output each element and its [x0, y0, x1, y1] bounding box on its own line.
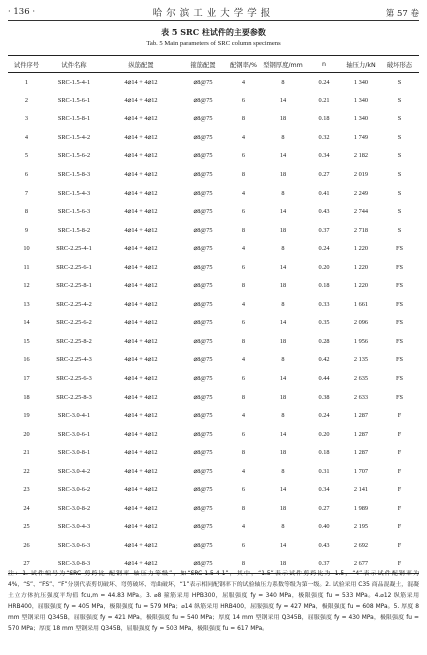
cell-thickness: 14	[279, 430, 287, 438]
cell-axial-load: 2 135	[353, 356, 369, 364]
cell-name: SRC-3.0-4-1	[57, 412, 91, 420]
cell-stirrup: ⌀8@75	[193, 504, 213, 512]
cell-axial-load: 2 249	[353, 189, 369, 197]
cell-stirrup: ⌀8@75	[193, 152, 213, 160]
cell-name: SRC-1.5-4-2	[57, 133, 91, 141]
cell-stirrup: ⌀8@75	[179, 555, 227, 574]
cell-axial-load: 2 182	[353, 152, 369, 160]
cell-longitudinal: 4⌀14 + 4⌀12	[124, 467, 158, 475]
cell-longitudinal: 4⌀14 + 4⌀12	[124, 152, 158, 160]
cell-no: 6	[24, 171, 29, 178]
cell-axial-load: 1 340	[353, 78, 369, 86]
cell-axial-ratio: 0.37	[318, 226, 330, 234]
cell-steel-ratio: 8	[241, 393, 246, 401]
cell-no: 3	[24, 115, 29, 123]
cell-thickness: 8	[281, 356, 285, 364]
cell-stirrup: ⌀8@75	[193, 282, 213, 290]
cell-axial-ratio: 0.42	[318, 356, 330, 364]
cell-thickness: 18	[279, 504, 287, 512]
cell-stirrup: ⌀8@75	[193, 226, 213, 234]
table-row	[8, 443, 419, 462]
cell-axial-load: 1 956	[353, 337, 369, 345]
cell-thickness: 8	[281, 412, 285, 420]
cell-no: 14	[23, 319, 30, 327]
cell-stirrup: ⌀8@75	[193, 467, 213, 475]
cell-axial-load: 2 141	[353, 486, 369, 494]
cell-failure-mode: F	[397, 467, 402, 475]
cell-failure-mode: S	[397, 133, 402, 141]
cell-name: SRC-2.25-8-3	[56, 393, 92, 401]
cell-axial-ratio: 0.32	[318, 133, 330, 141]
cell-axial-load: 1 340	[353, 96, 369, 104]
cell-no: 22	[23, 467, 30, 475]
cell-failure-mode: S	[397, 152, 402, 160]
cell-axial-ratio: 0.34	[318, 486, 330, 494]
cell-longitudinal: 4⌀14 + 4⌀12	[124, 486, 158, 494]
cell-axial-ratio: 0.18	[318, 282, 330, 290]
cell-failure-mode: S	[397, 115, 402, 123]
cell-longitudinal: 4⌀14 + 4⌀12	[124, 375, 158, 383]
cell-no: 7	[24, 189, 29, 197]
cell-axial-load: 1 661	[353, 300, 369, 308]
cell-axial-ratio: 0.33	[318, 300, 330, 308]
cell-stirrup: ⌀8@75	[193, 189, 213, 197]
cell-name: SRC-3.0-6-2	[57, 486, 91, 494]
cell-steel-ratio: 6	[241, 96, 246, 104]
cell-thickness: 8	[281, 245, 285, 253]
table-row	[8, 518, 419, 537]
cell-steel-ratio: 8	[241, 171, 246, 178]
cell-stirrup: ⌀8@75	[193, 412, 213, 420]
col-header-axial-ratio: n	[306, 56, 342, 73]
cell-longitudinal: 4⌀14 + 4⌀12	[124, 115, 158, 123]
cell-no: 5	[24, 152, 29, 160]
cell-stirrup: ⌀8@75	[193, 208, 213, 216]
table-row	[8, 536, 419, 555]
cell-thickness: 18	[279, 171, 287, 178]
cell-axial-load: 2 718	[353, 226, 369, 234]
cell-axial-load: 1 220	[353, 282, 369, 290]
cell-steel-ratio: 6	[241, 375, 246, 383]
cell-longitudinal: 4⌀14 + 4⌀12	[124, 171, 158, 178]
cell-thickness: 14	[279, 541, 287, 549]
cell-no: 10	[23, 245, 30, 253]
cell-stirrup: ⌀8@75	[193, 115, 213, 123]
cell-failure-mode: FS	[395, 300, 403, 308]
cell-longitudinal: 4⌀14 + 4⌀12	[124, 263, 158, 271]
cell-failure-mode: F	[397, 449, 402, 457]
cell-longitudinal: 4⌀14 + 4⌀12	[103, 555, 179, 574]
cell-no: 11	[23, 263, 30, 271]
table-row	[8, 258, 419, 277]
table-row	[8, 369, 419, 388]
cell-longitudinal: 4⌀14 + 4⌀12	[124, 300, 158, 308]
cell-steel-ratio: 8	[241, 282, 246, 290]
cell-no: 27	[8, 555, 45, 574]
cell-axial-ratio: 0.35	[318, 319, 330, 327]
cell-steel-ratio: 6	[241, 486, 246, 494]
cell-longitudinal: 4⌀14 + 4⌀12	[124, 208, 158, 216]
cell-failure-mode: F	[397, 504, 402, 512]
cell-axial-ratio: 0.27	[318, 504, 330, 512]
cell-name: SRC-1.5-6-1	[57, 96, 91, 104]
cell-name: SRC-1.5-4-3	[57, 189, 91, 197]
cell-no: 20	[23, 430, 30, 438]
cell-no: 15	[23, 337, 30, 345]
cell-name: SRC-2.25-6-2	[56, 319, 92, 327]
cell-failure-mode: FS	[395, 356, 403, 364]
cell-longitudinal: 4⌀14 + 4⌀12	[124, 96, 158, 104]
cell-no: 13	[23, 300, 30, 308]
cell-steel-ratio: 6	[241, 541, 246, 549]
cell-axial-load: 1 287	[353, 412, 369, 420]
cell-name: SRC-1.5-8-2	[57, 226, 91, 234]
cell-stirrup: ⌀8@75	[193, 337, 213, 345]
cell-stirrup: ⌀8@75	[193, 356, 213, 364]
cell-failure-mode: F	[397, 412, 402, 420]
table-row	[8, 128, 419, 147]
cell-steel-ratio: 8	[241, 226, 246, 234]
cell-axial-ratio: 0.28	[318, 337, 330, 345]
cell-axial-ratio: 0.18	[318, 449, 330, 457]
cell-longitudinal: 4⌀14 + 4⌀12	[124, 337, 158, 345]
cell-steel-ratio: 4	[241, 300, 246, 308]
col-header-no: 试件序号	[8, 56, 45, 73]
cell-axial-load: 1 287	[353, 449, 369, 457]
cell-name: SRC-1.5-6-2	[57, 152, 91, 160]
cell-longitudinal: 4⌀14 + 4⌀12	[124, 504, 158, 512]
cell-no: 21	[23, 449, 30, 457]
cell-axial-ratio: 0.34	[318, 152, 330, 160]
table-row	[8, 221, 419, 240]
cell-no: 4	[24, 133, 29, 141]
cell-thickness: 8	[281, 523, 285, 531]
cell-longitudinal: 4⌀14 + 4⌀12	[124, 356, 158, 364]
cell-failure-mode: FS	[395, 282, 403, 290]
cell-axial-load: 2 677	[342, 555, 380, 574]
table-row	[8, 147, 419, 166]
cell-thickness: 14	[279, 152, 287, 160]
table-row	[8, 406, 419, 425]
cell-name: SRC-2.25-6-3	[56, 375, 92, 383]
cell-axial-load: 1 749	[353, 133, 369, 141]
cell-stirrup: ⌀8@75	[193, 319, 213, 327]
cell-steel-ratio: 6	[241, 263, 246, 271]
cell-no: 18	[23, 393, 30, 401]
col-header-stirrup: 箍筋配置	[179, 56, 227, 73]
col-header-name: 试件名称	[45, 56, 103, 73]
cell-name: SRC-3.0-8-3	[45, 555, 103, 574]
cell-longitudinal: 4⌀14 + 4⌀12	[124, 430, 158, 438]
cell-stirrup: ⌀8@75	[193, 133, 213, 141]
table-row	[8, 202, 419, 221]
table-header-row	[8, 56, 419, 73]
table-row	[8, 462, 419, 481]
cell-stirrup: ⌀8@75	[193, 245, 213, 253]
col-header-axial-load: 轴压力/kN	[342, 56, 380, 73]
cell-no: 2	[24, 96, 29, 104]
cell-thickness: 8	[281, 467, 285, 475]
cell-no: 24	[23, 504, 30, 512]
cell-axial-load: 2 633	[353, 393, 369, 401]
cell-stirrup: ⌀8@75	[193, 96, 213, 104]
cell-longitudinal: 4⌀14 + 4⌀12	[124, 541, 158, 549]
table-row	[8, 239, 419, 258]
table-row	[8, 165, 419, 184]
cell-failure-mode: FS	[395, 245, 403, 253]
cell-failure-mode: S	[397, 189, 402, 197]
cell-name: SRC-2.25-8-1	[56, 282, 92, 290]
cell-axial-ratio: 0.24	[318, 412, 330, 420]
cell-failure-mode: F	[397, 523, 402, 531]
cell-axial-ratio: 0.41	[318, 189, 330, 197]
cell-longitudinal: 4⌀14 + 4⌀12	[124, 282, 158, 290]
cell-stirrup: ⌀8@75	[193, 300, 213, 308]
table-note: 注：1. 试件编号为“SRC-剪跨比-配钢率-轴压力等级”，如“SRC-1.5-4-1”，其中，“1.5”表示试件剪跨比为 1.5，“4”表示试件配钢率为 4%，“S”、“FS”、“F”分别代表剪切破坏、弯剪破坏、弯曲破坏，“1”表示相同配钢率下的试验轴压力系数等级为第一级。2. 试验采用 C35 商品混凝土，混凝土立方体抗压强度平均值 fcu,m = 44.83 MPa。3. ⌀8 箍筋采用 HPB300，屈服强度 fy = 340 MPa，极限强度 fu = 533 MPa。4.⌀12 纵筋采用 HRB400，屈服强度 fy = 405 MPa，极限强度 fu = 579 MPa；⌀14 纵筋采用 HRB400，屈服强度 fy = 427 MPa，极限强度 fu = 608 MPa。5. 厚度 8 mm 型钢采用 Q345B，屈服强度 fy = 421 MPa，极限强度 fu = 540 MPa；厚度 14 mm 型钢采用 Q345B，屈服强度 fy = 430 MPa，极限强度 fu = 570 MPa；厚度 18 mm 型钢采用 Q345B，屈服强度 fy = 503 MPa，极限强度 fu = 617 MPa。	[8, 571, 419, 633]
cell-thickness: 8	[281, 78, 285, 86]
table-row	[8, 277, 419, 296]
cell-axial-ratio: 0.43	[318, 541, 330, 549]
cell-name: SRC-1.5-8-1	[57, 115, 91, 123]
cell-axial-ratio: 0.40	[318, 523, 330, 531]
cell-axial-load: 2 019	[353, 171, 369, 178]
col-header-longitudinal: 纵筋配置	[103, 56, 179, 73]
journal-title: 哈尔滨工业大学学报	[152, 8, 275, 19]
table-row	[8, 295, 419, 314]
cell-axial-ratio: 0.24	[318, 245, 330, 253]
cell-axial-load: 2 692	[353, 541, 369, 549]
volume-number: 第 57 卷	[385, 9, 419, 19]
cell-longitudinal: 4⌀14 + 4⌀12	[124, 189, 158, 197]
cell-thickness: 18	[279, 449, 287, 457]
cell-name: SRC-3.0-4-3	[57, 523, 91, 531]
cell-no: 9	[24, 226, 29, 234]
cell-no: 8	[24, 208, 29, 216]
cell-no: 1	[24, 78, 29, 86]
table-row	[8, 351, 419, 370]
cell-longitudinal: 4⌀14 + 4⌀12	[124, 245, 158, 253]
cell-longitudinal: 4⌀14 + 4⌀12	[124, 393, 158, 401]
cell-thickness: 18	[279, 115, 287, 123]
cell-thickness: 14	[279, 263, 287, 271]
table-row	[8, 425, 419, 444]
cell-failure-mode: S	[397, 96, 402, 104]
cell-name: SRC-2.25-4-3	[56, 356, 92, 364]
table-row	[8, 388, 419, 407]
table-row	[8, 91, 419, 110]
cell-steel-ratio: 8	[241, 449, 246, 457]
cell-axial-load: 2 744	[353, 208, 369, 216]
cell-name: SRC-1.5-4-1	[57, 78, 91, 86]
table-caption-zh: 表 5 SRC 柱试件的主要参数	[161, 27, 266, 37]
cell-failure-mode: F	[380, 555, 419, 574]
cell-axial-load: 1 989	[353, 504, 369, 512]
cell-longitudinal: 4⌀14 + 4⌀12	[124, 133, 158, 141]
cell-thickness: 18	[279, 282, 287, 290]
cell-axial-ratio: 0.38	[318, 393, 330, 401]
cell-steel-ratio: 4	[241, 467, 246, 475]
cell-no: 16	[23, 356, 30, 364]
cell-axial-load: 2 096	[353, 319, 369, 327]
col-header-steel-ratio: 配钢率/%	[227, 56, 260, 73]
cell-steel-ratio: 8	[241, 337, 246, 345]
cell-thickness: 14	[279, 319, 287, 327]
cell-axial-ratio: 0.27	[318, 171, 330, 178]
cell-axial-load: 1 340	[353, 115, 369, 123]
cell-thickness: 18	[279, 393, 287, 401]
cell-failure-mode: F	[397, 541, 402, 549]
cell-axial-ratio: 0.44	[318, 375, 330, 383]
cell-axial-ratio: 0.24	[318, 78, 330, 86]
table-row	[8, 110, 419, 129]
cell-failure-mode: S	[397, 208, 402, 216]
header-rule	[8, 20, 419, 21]
cell-steel-ratio: 6	[241, 208, 246, 216]
table-row	[8, 332, 419, 351]
cell-axial-ratio: 0.21	[318, 96, 330, 104]
cell-stirrup: ⌀8@75	[193, 393, 213, 401]
cell-axial-load: 1 220	[353, 263, 369, 271]
cell-stirrup: ⌀8@75	[193, 523, 213, 531]
cell-stirrup: ⌀8@75	[193, 171, 213, 178]
cell-stirrup: ⌀8@75	[193, 263, 213, 271]
cell-steel-ratio: 4	[241, 78, 246, 86]
specimen-parameters-table	[8, 55, 419, 574]
cell-no: 19	[23, 412, 30, 420]
cell-failure-mode: FS	[395, 375, 403, 383]
cell-no: 25	[23, 523, 30, 531]
cell-axial-ratio: 0.20	[318, 263, 330, 271]
cell-failure-mode: FS	[395, 337, 403, 345]
cell-thickness: 18	[279, 226, 287, 234]
cell-thickness: 18	[260, 555, 306, 574]
cell-name: SRC-3.0-8-2	[57, 504, 91, 512]
cell-failure-mode: FS	[395, 263, 403, 271]
cell-axial-load: 1 707	[353, 467, 369, 475]
cell-axial-ratio: 0.31	[318, 467, 330, 475]
cell-steel-ratio: 6	[241, 430, 246, 438]
cell-longitudinal: 4⌀14 + 4⌀12	[124, 226, 158, 234]
cell-failure-mode: F	[397, 486, 402, 494]
table-row	[8, 499, 419, 518]
cell-axial-ratio: 0.43	[318, 208, 330, 216]
cell-steel-ratio: 4	[241, 523, 246, 531]
cell-failure-mode: S	[397, 78, 402, 86]
cell-stirrup: ⌀8@75	[193, 541, 213, 549]
cell-stirrup: ⌀8@75	[193, 78, 213, 86]
cell-axial-load: 2 195	[353, 523, 369, 531]
cell-name: SRC-3.0-4-2	[57, 467, 91, 475]
cell-axial-load: 1 287	[353, 430, 369, 438]
cell-no: 17	[23, 375, 30, 383]
table-row	[8, 481, 419, 500]
cell-stirrup: ⌀8@75	[193, 430, 213, 438]
cell-failure-mode: FS	[395, 393, 403, 401]
col-header-failure-mode: 破坏形态	[380, 56, 419, 73]
cell-steel-ratio: 6	[241, 319, 246, 327]
page-header	[8, 4, 419, 20]
cell-no: 23	[23, 486, 30, 494]
table-caption-en: Tab. 5 Main parameters of SRC column specimens	[146, 40, 281, 47]
cell-thickness: 8	[281, 300, 285, 308]
col-header-thickness: 型钢厚度/mm	[260, 56, 306, 73]
cell-steel-ratio: 4	[241, 133, 246, 141]
cell-longitudinal: 4⌀14 + 4⌀12	[124, 523, 158, 531]
cell-name: SRC-3.0-8-1	[57, 449, 91, 457]
cell-thickness: 8	[281, 133, 285, 141]
cell-longitudinal: 4⌀14 + 4⌀12	[124, 449, 158, 457]
cell-name: SRC-1.5-6-3	[57, 208, 91, 216]
cell-name: SRC-2.25-8-2	[56, 337, 92, 345]
cell-steel-ratio: 4	[241, 412, 246, 420]
cell-failure-mode: F	[397, 430, 402, 438]
cell-axial-ratio: 0.20	[318, 430, 330, 438]
cell-name: SRC-3.0-6-1	[57, 430, 91, 438]
cell-axial-load: 2 635	[353, 375, 369, 383]
cell-name: SRC-2.25-4-2	[56, 300, 92, 308]
cell-longitudinal: 4⌀14 + 4⌀12	[124, 319, 158, 327]
cell-failure-mode: S	[397, 171, 402, 178]
cell-steel-ratio: 4	[241, 356, 246, 364]
cell-thickness: 14	[279, 96, 287, 104]
cell-steel-ratio: 8	[241, 115, 246, 123]
table-row	[8, 184, 419, 203]
cell-no: 26	[23, 541, 30, 549]
cell-name: SRC-2.25-4-1	[56, 245, 92, 253]
cell-stirrup: ⌀8@75	[193, 375, 213, 383]
cell-steel-ratio: 6	[241, 152, 246, 160]
cell-axial-ratio: 0.37	[306, 555, 342, 574]
cell-axial-load: 1 220	[353, 245, 369, 253]
cell-name: SRC-2.25-6-1	[56, 263, 92, 271]
cell-steel-ratio: 8	[227, 555, 260, 574]
cell-steel-ratio: 4	[241, 245, 246, 253]
cell-axial-ratio: 0.18	[318, 115, 330, 123]
cell-longitudinal: 4⌀14 + 4⌀12	[124, 78, 158, 86]
cell-longitudinal: 4⌀14 + 4⌀12	[124, 412, 158, 420]
table-row	[8, 73, 419, 92]
cell-name: SRC-3.0-6-3	[57, 541, 91, 549]
cell-failure-mode: S	[397, 226, 402, 234]
cell-thickness: 18	[279, 337, 287, 345]
cell-stirrup: ⌀8@75	[193, 449, 213, 457]
cell-stirrup: ⌀8@75	[193, 486, 213, 494]
table-body	[8, 73, 419, 574]
cell-thickness: 14	[279, 375, 287, 383]
cell-name: SRC-1.5-8-3	[57, 171, 91, 178]
cell-steel-ratio: 8	[241, 504, 246, 512]
cell-thickness: 14	[279, 486, 287, 494]
table-row	[8, 314, 419, 333]
cell-thickness: 14	[279, 208, 287, 216]
cell-steel-ratio: 4	[241, 189, 246, 197]
cell-no: 12	[23, 282, 30, 290]
cell-failure-mode: FS	[395, 319, 403, 327]
cell-thickness: 8	[281, 189, 285, 197]
page-number: · 136 ·	[8, 7, 36, 17]
